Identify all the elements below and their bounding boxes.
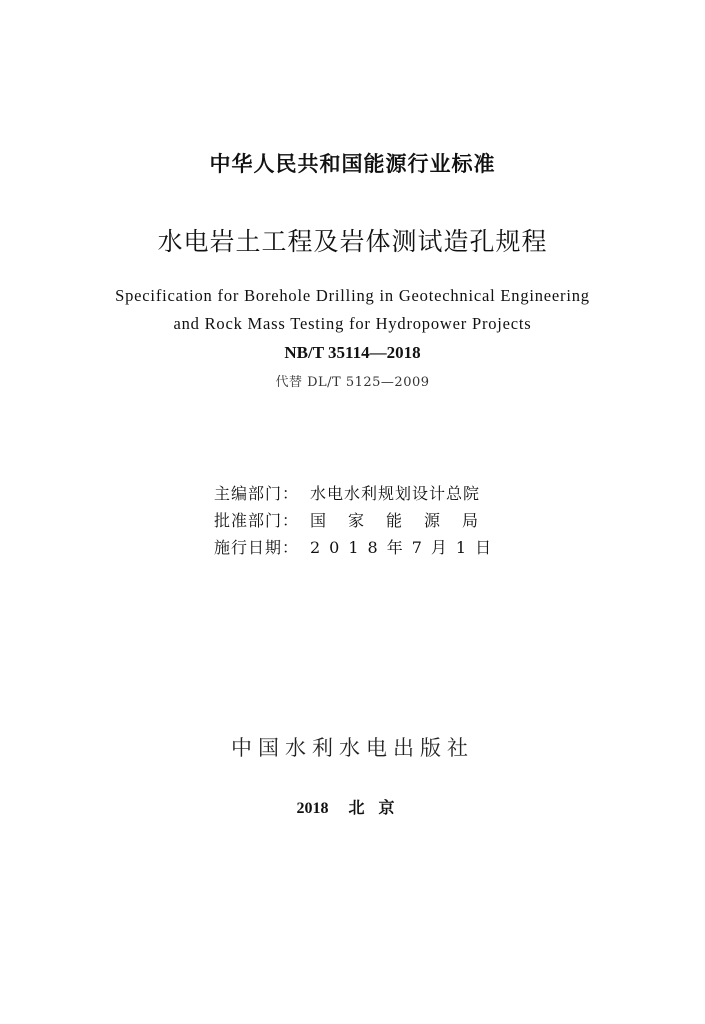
english-title-line-2: and Rock Mass Testing for Hydropower Projects xyxy=(173,314,532,333)
publication-year-place xyxy=(0,795,705,818)
publication-city: 北京 xyxy=(348,800,409,817)
drafting-department-row xyxy=(214,481,514,508)
approval-department-label: 批准部门： xyxy=(214,511,300,530)
english-title-line-1: Specification for Borehole Drilling in Geotechnical Engineering xyxy=(115,286,590,305)
drafting-department-value: 水电水利规划设计总院 xyxy=(310,484,481,503)
publication-year: 2018 xyxy=(296,800,329,817)
effective-date-value: 2018年7月1日 xyxy=(310,538,501,557)
effective-date-row xyxy=(214,535,514,562)
replaces-standard: 代替 DL/T 5125—2009 xyxy=(275,375,430,390)
effective-date-label: 施行日期： xyxy=(214,538,300,557)
publisher-name: 中国水利水电出版社 xyxy=(231,736,474,760)
chinese-title: 水电岩土工程及岩体测试造孔规程 xyxy=(157,227,548,256)
standard-category: 中华人民共和国能源行业标准 xyxy=(209,152,496,176)
standard-info-block xyxy=(214,481,514,562)
approval-department-value: 国家能源局 xyxy=(310,511,501,530)
approval-department-row xyxy=(214,508,514,535)
standard-number: NB/T 35114—2018 xyxy=(284,343,421,362)
drafting-department-label: 主编部门： xyxy=(214,484,300,503)
